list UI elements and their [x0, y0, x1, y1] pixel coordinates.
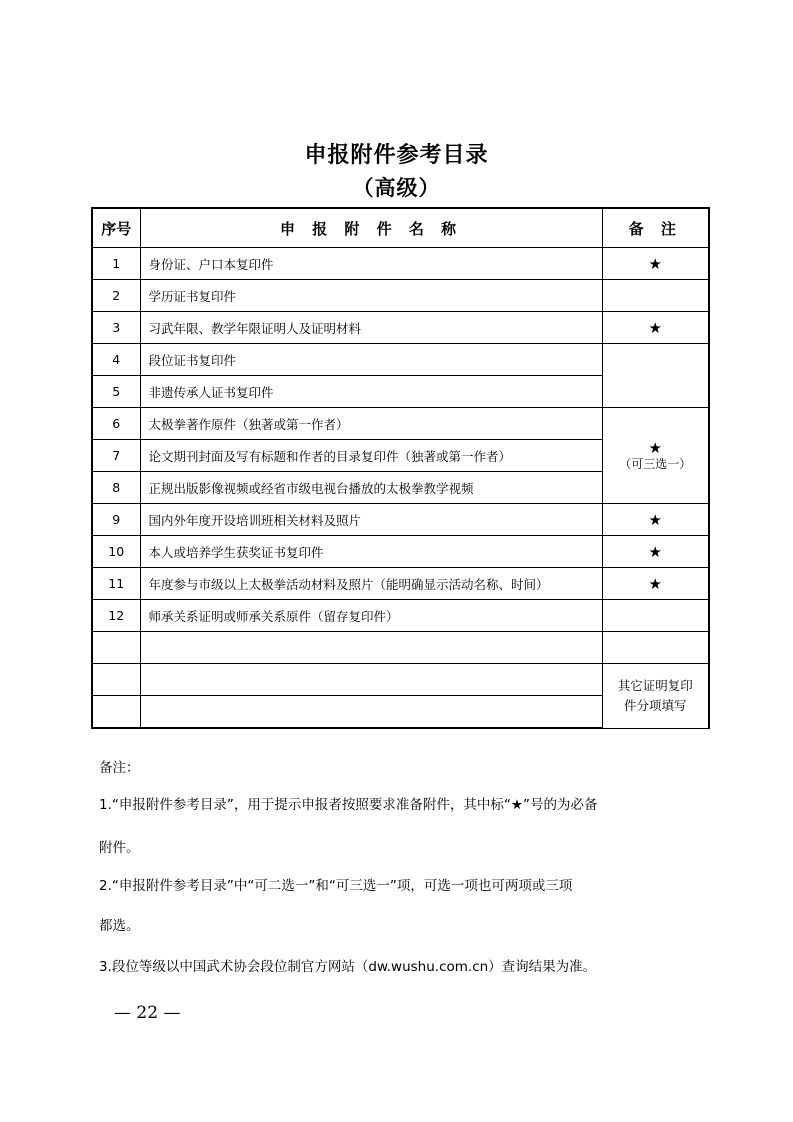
star-icon: ★ [648, 510, 662, 529]
row-name-empty [140, 696, 602, 729]
header-name: 申 报 附 件 名 称 [140, 208, 602, 248]
remark-1-line1: 1.“申报附件参考目录”，用于提示申报者按照要求准备附件，其中标“★”号的为必备 [99, 797, 598, 813]
attachment-table [91, 207, 710, 729]
row-name-empty [140, 664, 602, 696]
row-no: 3 [92, 312, 140, 344]
remark-1-line2: 附件。 [99, 840, 140, 856]
row-no: 2 [92, 280, 140, 312]
row-no: 6 [92, 408, 140, 440]
row-name: 段位证书复印件 [140, 344, 602, 376]
other-note-line1: 其它证明复印 [617, 677, 693, 693]
row-note-empty [602, 632, 709, 664]
table-row [92, 536, 709, 568]
row-name: 身份证、户口本复印件 [140, 248, 602, 280]
row-no: 12 [92, 600, 140, 632]
row-no: 11 [92, 568, 140, 600]
choose-one-note: （可三选一） [619, 456, 692, 471]
remark-2-line2: 都选。 [99, 918, 140, 934]
other-note-line2: 件分项填写 [623, 697, 687, 713]
table-header-row [92, 208, 709, 248]
row-no-empty [92, 632, 140, 664]
row-name: 非遗传承人证书复印件 [140, 376, 602, 408]
star-icon: ★ [648, 574, 662, 593]
page-title: 申报附件参考目录 [304, 142, 489, 168]
table-row [92, 568, 709, 600]
table-row [92, 248, 709, 280]
row-name: 国内外年度开设培训班相关材料及照片 [140, 504, 602, 536]
row-name: 太极拳著作原件（独著或第一作者） [140, 408, 602, 440]
header-no: 序号 [92, 208, 140, 248]
page-subtitle: （高级） [352, 175, 441, 200]
row-name: 论文期刊封面及写有标题和作者的目录复印件（独著或第一作者） [140, 440, 602, 472]
table-row-empty [92, 632, 709, 664]
row-no: 8 [92, 472, 140, 504]
star-icon: ★ [648, 254, 662, 273]
table-row [92, 344, 709, 376]
row-name: 学历证书复印件 [140, 280, 602, 312]
row-name: 年度参与市级以上太极拳活动材料及照片（能明确显示活动名称、时间） [140, 568, 602, 600]
row-name: 正规出版影像视频或经省市级电视台播放的太极拳教学视频 [140, 472, 602, 504]
table-row [92, 312, 709, 344]
row-no: 1 [92, 248, 140, 280]
row-no-empty [92, 664, 140, 696]
row-name: 师承关系证明或师承关系原件（留存复印件） [140, 600, 602, 632]
row-note [602, 280, 709, 312]
row-no: 9 [92, 504, 140, 536]
remark-3: 3.段位等级以中国武术协会段位制官方网站（dw.wushu.com.cn）查询结果为准。 [99, 959, 597, 975]
star-icon: ★ [648, 542, 662, 561]
table-row-empty [92, 664, 709, 696]
row-no-empty [92, 696, 140, 729]
remarks-heading: 备注： [99, 760, 140, 776]
row-no: 7 [92, 440, 140, 472]
row-name-empty [140, 632, 602, 664]
table-row [92, 280, 709, 312]
row-note [602, 600, 709, 632]
row-note-other [602, 664, 709, 729]
row-note-merged [602, 344, 709, 408]
row-name: 习武年限、教学年限证明人及证明材料 [140, 312, 602, 344]
remark-2-line1: 2.“申报附件参考目录”中“可二选一”和“可三选一”项，可选一项也可两项或三项 [99, 878, 573, 894]
row-no: 5 [92, 376, 140, 408]
row-no: 4 [92, 344, 140, 376]
table-row [92, 408, 709, 440]
header-note: 备 注 [602, 208, 709, 248]
star-icon: ★ [648, 438, 662, 457]
page-number: — 22 — [114, 1003, 181, 1023]
table-row [92, 600, 709, 632]
row-no: 10 [92, 536, 140, 568]
table-row [92, 504, 709, 536]
row-note-choose-one [602, 408, 709, 504]
star-icon: ★ [648, 318, 662, 337]
row-name: 本人或培养学生获奖证书复印件 [140, 536, 602, 568]
